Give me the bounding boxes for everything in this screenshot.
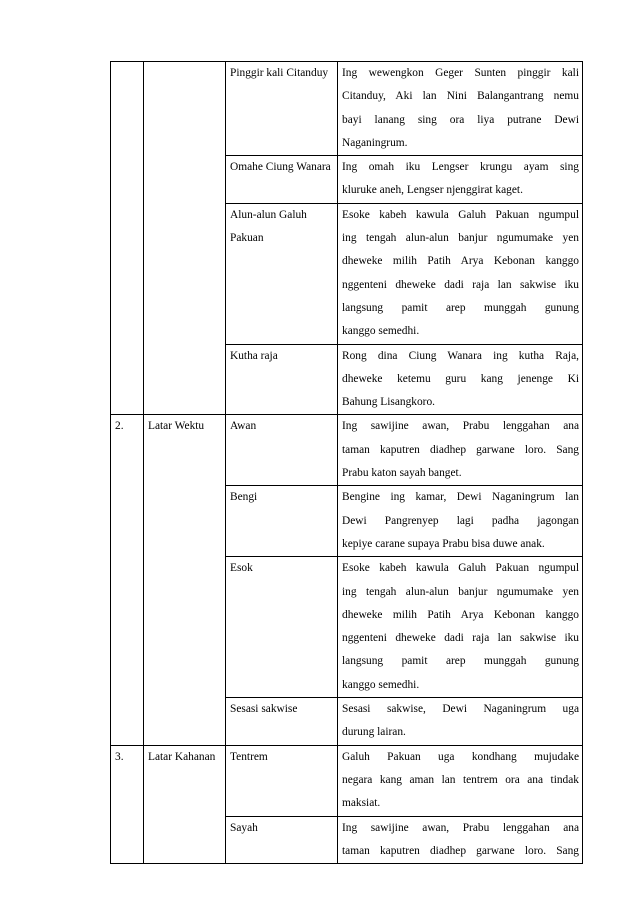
setting-item: Esok bbox=[226, 557, 338, 698]
description-line: langsung pamit arep munggah gunung bbox=[342, 301, 579, 314]
description-line: kepiye carane supaya Prabu bisa duwe anak. bbox=[342, 537, 545, 550]
description-line: Esoke kabeh kawula Galuh Pakuan ngumpul bbox=[342, 562, 579, 575]
setting-item: Sayah bbox=[226, 816, 338, 864]
description-line: Ing sawijine awan, Prabu lenggahan ana bbox=[342, 821, 579, 834]
setting-item: Alun-alun Galuh Pakuan bbox=[226, 203, 338, 344]
description-line: negara kang aman lan tentrem ora ana tindak bbox=[342, 773, 579, 786]
description-line: kluruke aneh, Lengser njenggirat kaget. bbox=[342, 184, 523, 197]
setting-description bbox=[338, 745, 583, 816]
table-row bbox=[111, 62, 583, 156]
setting-description bbox=[338, 344, 583, 415]
description-line: Citanduy, Aki lan Nini Balangantrang nemu bbox=[342, 90, 579, 103]
description-line: ing tengah alun-alun banjur ngumumake yen bbox=[342, 232, 579, 245]
description-line: Ing wewengkon Geger Sunten pinggir kali bbox=[342, 67, 579, 79]
setting-description bbox=[338, 698, 583, 746]
setting-item: Kutha raja bbox=[226, 344, 338, 415]
description-line: kanggo semedhi. bbox=[342, 325, 420, 338]
row-number: 2. bbox=[111, 415, 144, 745]
description-line: langsung pamit arep munggah gunung bbox=[342, 655, 579, 668]
setting-description bbox=[338, 415, 583, 486]
description-line: maksiat. bbox=[342, 797, 381, 810]
description-line: nggenteni dheweke dadi raja lan sakwise iku bbox=[342, 278, 579, 291]
description-line: Prabu katon sayah banget. bbox=[342, 467, 462, 480]
setting-description bbox=[338, 203, 583, 344]
description-line: Ing sawijine awan, Prabu lenggahan ana bbox=[342, 420, 579, 433]
setting-category: Latar Kahanan bbox=[144, 745, 226, 863]
setting-item: Tentrem bbox=[226, 745, 338, 816]
setting-item: Bengi bbox=[226, 486, 338, 557]
description-line: Ing omah iku Lengser krungu ayam sing bbox=[342, 161, 579, 174]
description-line: Rong dina Ciung Wanara ing kutha Raja, bbox=[342, 349, 579, 362]
setting-item: Pinggir kali Citanduy bbox=[226, 62, 338, 156]
description-line: Bengine ing kamar, Dewi Naganingrum lan bbox=[342, 491, 579, 504]
description-line: Naganingrum. bbox=[342, 136, 408, 149]
setting-description bbox=[338, 486, 583, 557]
description-line: Esoke kabeh kawula Galuh Pakuan ngumpul bbox=[342, 208, 579, 221]
description-line: Bahung Lisangkoro. bbox=[342, 396, 436, 409]
setting-item: Omahe Ciung Wanara bbox=[226, 156, 338, 204]
description-line: dheweke milih Patih Arya Kebonan kanggo bbox=[342, 255, 579, 268]
description-line: bayi lanang sing ora liya putrane Dewi bbox=[342, 113, 579, 126]
description-line: taman kaputren diadhep garwane loro. Sang bbox=[342, 443, 579, 456]
description-line: dheweke milih Patih Arya Kebonan kanggo bbox=[342, 608, 579, 621]
row-number bbox=[111, 62, 144, 415]
description-line: taman kaputren diadhep garwane loro. Sang bbox=[342, 844, 579, 857]
setting-description bbox=[338, 62, 583, 156]
setting-item: Awan bbox=[226, 415, 338, 486]
setting-item: Sesasi sakwise bbox=[226, 698, 338, 746]
setting-description bbox=[338, 816, 583, 864]
description-line: ing tengah alun-alun banjur ngumumake yen bbox=[342, 585, 579, 598]
description-line: kanggo semedhi. bbox=[342, 678, 420, 691]
table-row bbox=[111, 745, 583, 816]
row-number: 3. bbox=[111, 745, 144, 863]
description-line: Sesasi sakwise, Dewi Naganingrum uga bbox=[342, 703, 579, 716]
setting-category: Latar Wektu bbox=[144, 415, 226, 745]
description-line: Dewi Pangrenyep lagi padha jagongan bbox=[342, 514, 579, 527]
setting-description bbox=[338, 156, 583, 204]
description-line: durung lairan. bbox=[342, 726, 406, 739]
setting-description bbox=[338, 557, 583, 698]
description-line: dheweke ketemu guru kang jenenge Ki bbox=[342, 372, 579, 385]
setting-category bbox=[144, 62, 226, 415]
description-line: nggenteni dheweke dadi raja lan sakwise iku bbox=[342, 632, 579, 645]
table-row bbox=[111, 415, 583, 486]
setting-table bbox=[110, 61, 583, 864]
description-line: Galuh Pakuan uga kondhang mujudake bbox=[342, 750, 579, 763]
